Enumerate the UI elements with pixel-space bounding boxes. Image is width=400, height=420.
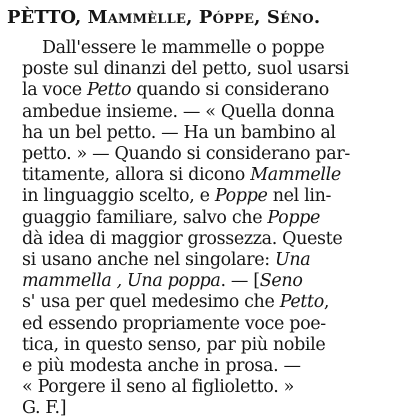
text-run: s' usa per quel medesimo che [22,292,280,313]
text-run: nel lin- [267,186,332,207]
italic-term: Petto [86,80,132,101]
headword-mammelle: Mammèlle, [87,7,193,28]
dictionary-entry [5,6,397,420]
entry-heading [7,6,397,30]
headword-poppe: Póppe, [198,7,261,28]
italic-term: mammella , Una poppa [22,271,221,292]
text-line [5,38,397,59]
text-line [5,292,397,313]
text-run: titamente, allora si dicono [22,165,251,186]
text-line [5,314,397,335]
text-run: petto. » — Quando si considerano par- [22,144,350,165]
italic-term: Petto [279,292,324,313]
text-run: quando si considerano [131,80,329,101]
italic-term: Seno [259,271,303,292]
text-line [5,356,397,377]
headword-seno: Séno. [266,7,321,28]
text-line [5,59,397,80]
text-line [5,102,397,123]
italic-term: Mammelle [250,165,341,186]
text-line [5,335,397,356]
text-run: in linguaggio scelto, e [22,186,215,207]
text-line [5,271,397,292]
text-run: . — [ [220,271,260,292]
text-line [5,377,397,398]
headword-petto: PÈTTO, [7,7,82,28]
text-run: poste sul dinanzi del petto, suol usarsi [22,59,349,80]
text-run: guaggio familiare, salvo che [22,207,268,228]
text-run: ha un bel petto. — Ha un bambino al [22,122,336,143]
italic-term: Poppe [267,207,321,228]
text-line [5,250,397,271]
text-run: la voce [22,80,87,101]
text-run: si usano anche nel singolare: [22,250,275,271]
text-line [5,186,397,207]
text-line [5,229,397,250]
entry-body [5,38,397,420]
text-line [5,144,397,165]
text-run: ambedue insieme. — « Quella donna [22,101,335,122]
text-run: Dall'essere le mammelle o poppe [42,38,325,58]
italic-term: Poppe [214,186,268,207]
text-line [5,165,397,186]
text-run: ed essendo propriamente voce poe- [22,313,326,334]
text-line [5,208,397,229]
text-line [5,80,397,101]
text-run: tica, in questo senso, par più nobile [22,334,326,355]
italic-term: Una [274,250,311,271]
text-run: e più modesta anche in prosa. — [22,356,301,377]
text-run: , [323,292,330,313]
text-run: « Porgere il seno al figlioletto. » [22,377,294,398]
text-run: G. F.] [22,398,67,419]
text-line [5,398,397,419]
text-run: dà idea di maggior grossezza. Queste [22,228,343,249]
text-line [5,123,397,144]
